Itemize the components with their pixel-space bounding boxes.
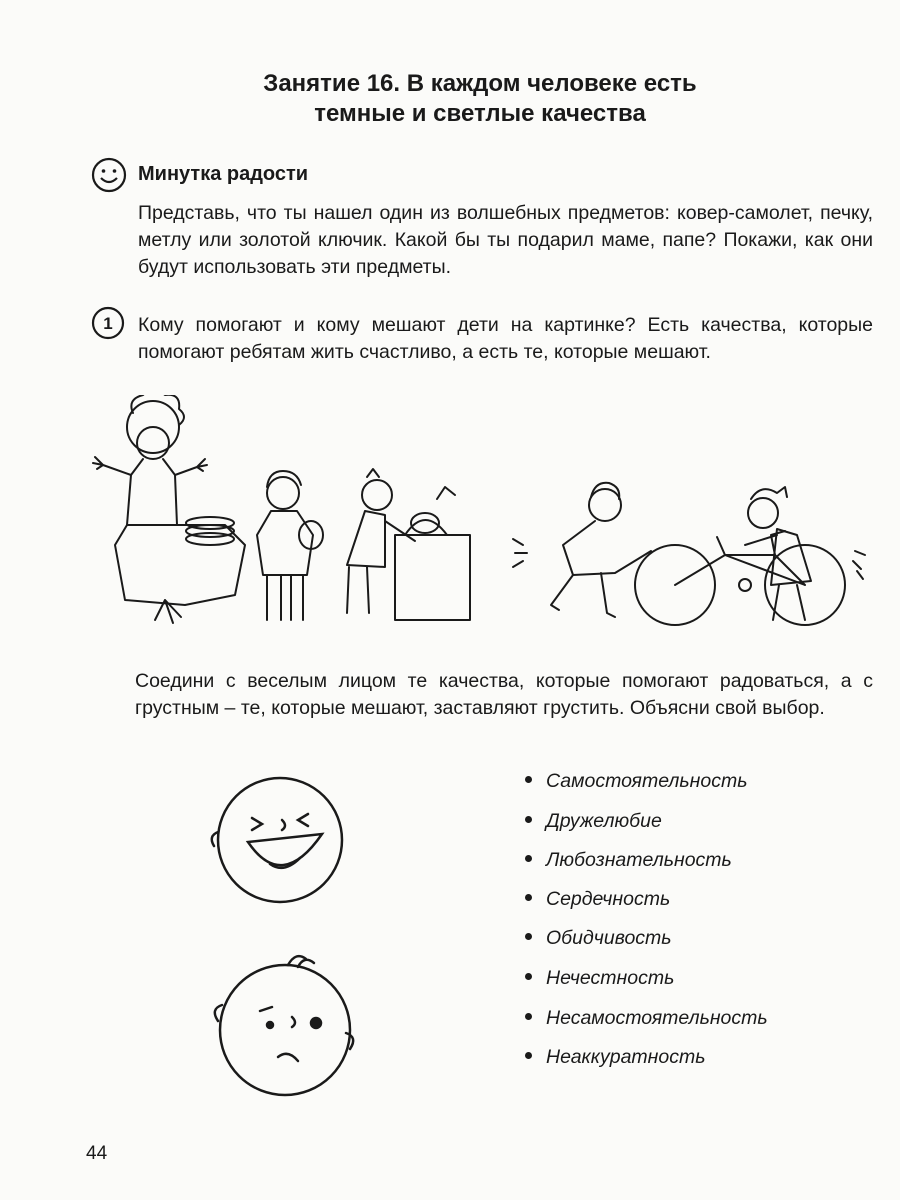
bullet-icon — [525, 816, 532, 823]
bullet-icon — [525, 933, 532, 940]
bullet-icon — [525, 776, 532, 783]
lesson-title-line2: темные и светлые качества — [314, 100, 646, 127]
mother-figure — [93, 395, 245, 623]
quality-item[interactable]: Сердечность — [525, 888, 670, 918]
joy-minute-text: Представь, что ты нашел один из волшебных предметов: ковер-самолет, печку, метлу или золотой ключик. Какой бы ты подарил маме, папе? Покажи, как они будут использовать эти предметы. — [138, 202, 873, 278]
boy-with-dish — [257, 471, 323, 620]
quality-item[interactable]: Дружелюбие — [525, 810, 662, 840]
children-illustration — [85, 395, 870, 635]
bullet-icon — [525, 973, 532, 980]
happy-face-icon — [200, 762, 350, 912]
sad-face-icon — [200, 945, 360, 1100]
lesson-title-line1: Занятие 16. В каждом человеке есть — [263, 70, 697, 97]
girl-washing-dishes — [347, 469, 415, 613]
bullet-icon — [525, 1013, 532, 1020]
bicycle — [635, 531, 845, 625]
task-number-badge — [90, 305, 126, 341]
bullet-icon — [525, 894, 532, 901]
connect-instructions: Соедини с веселым лицом те качества, которые помогают радоваться, а с грустным – те, которые мешают, заставляют грустить. Объясни свой выбор. — [135, 670, 873, 719]
bullet-icon — [525, 855, 532, 862]
joy-minute-heading: Минутка радости — [138, 163, 309, 185]
quality-item[interactable]: Несамостоятельность — [525, 1007, 768, 1037]
boy-pushing-bike — [513, 483, 651, 617]
quality-item[interactable]: Самостоятельность — [525, 770, 747, 800]
task-number: 1 — [103, 314, 113, 333]
quality-item[interactable]: Обидчивость — [525, 927, 672, 957]
girl-pulling-bike — [745, 487, 865, 620]
stack-of-plates — [186, 517, 234, 545]
sink-counter — [395, 487, 470, 620]
quality-item[interactable]: Нечестность — [525, 967, 674, 997]
quality-item[interactable]: Неаккуратность — [525, 1046, 705, 1076]
bullet-icon — [525, 1052, 532, 1059]
smiley-face-icon — [90, 156, 128, 194]
quality-item[interactable]: Любознательность — [525, 849, 732, 879]
task1-text: Кому помогают и кому мешают дети на картинке? Есть качества, которые помогают ребятам жить счастливо, а есть те, которые мешают. — [138, 314, 873, 363]
page-number: 44 — [86, 1143, 108, 1164]
